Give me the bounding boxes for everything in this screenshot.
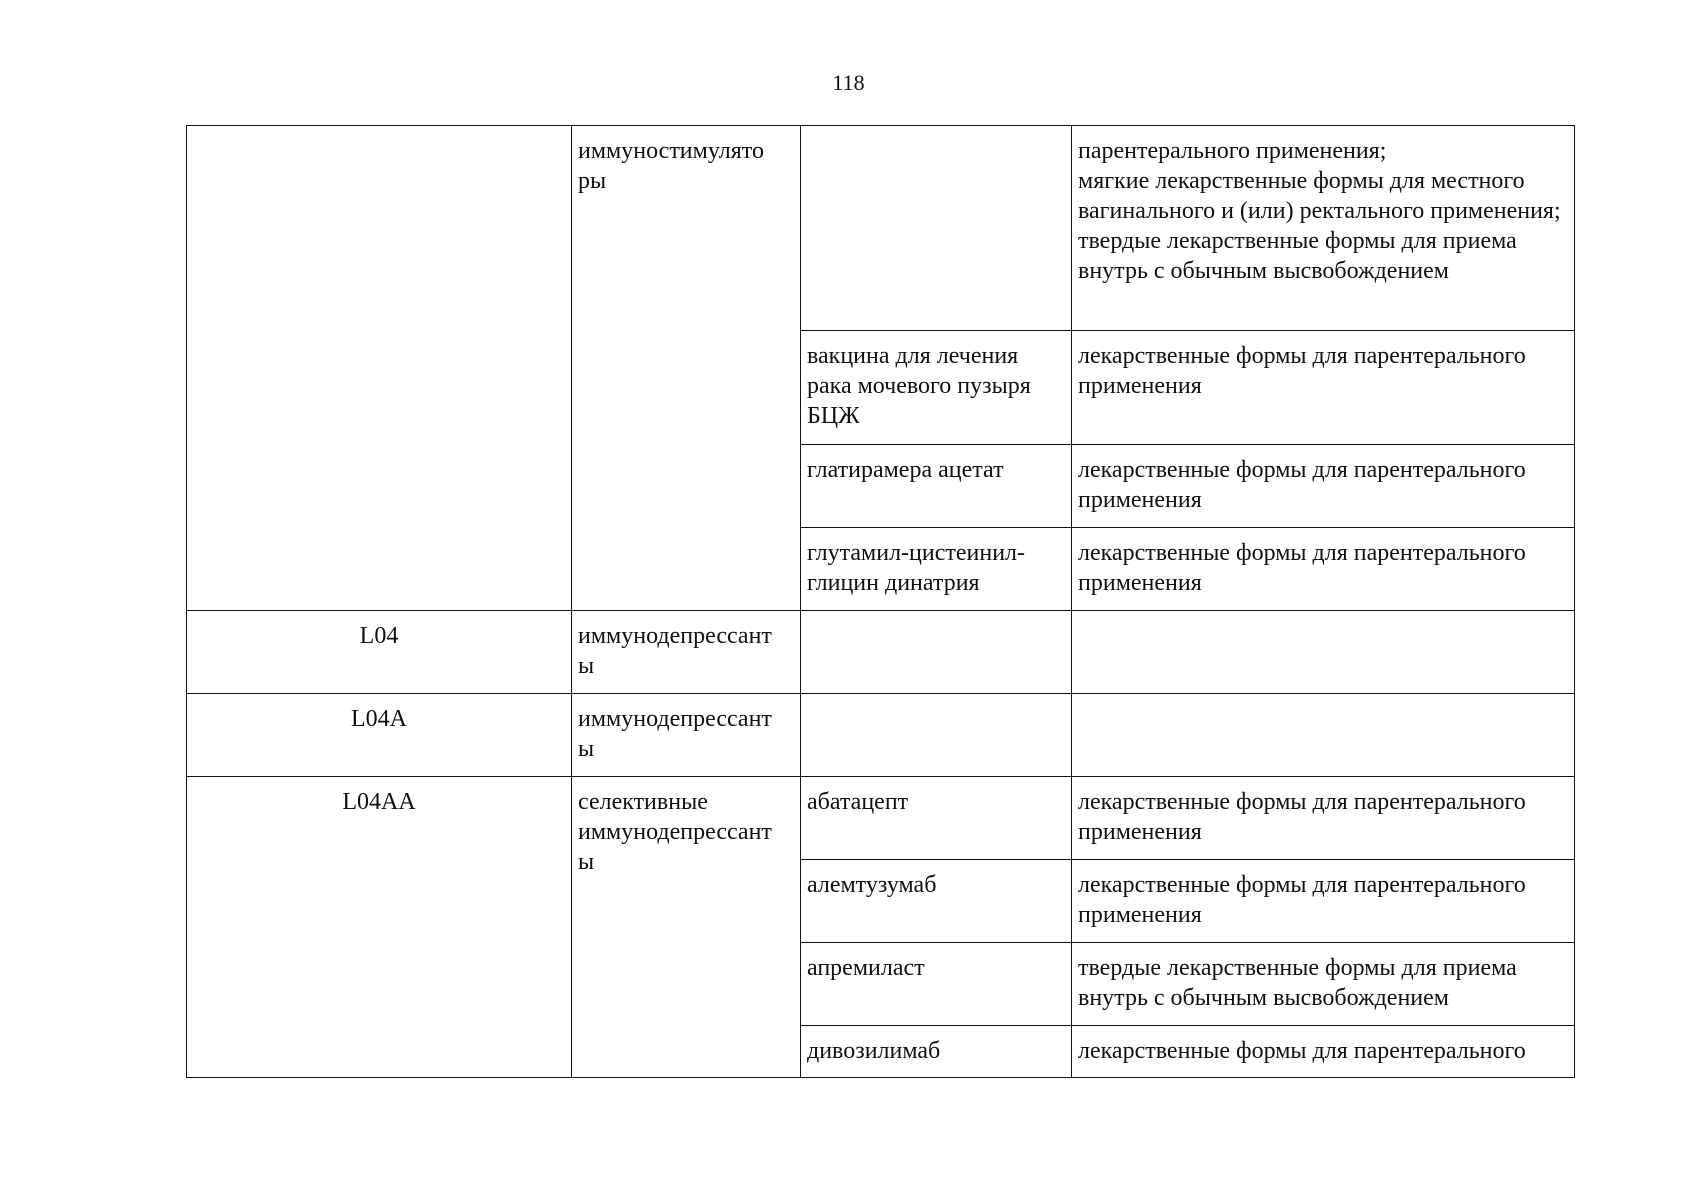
table-row: [187, 611, 1575, 694]
drug-name-cell: абатацепт: [801, 777, 1072, 860]
drug-name-cell: [801, 126, 1072, 331]
table-row: [187, 126, 1575, 331]
atc-code-cell: L04AA: [187, 777, 572, 1078]
table-row: [187, 777, 1575, 860]
drug-name-cell: глатирамера ацетат: [801, 445, 1072, 528]
drug-name-cell: глутамил-цистеинил- глицин динатрия: [801, 528, 1072, 611]
dosage-form-cell: лекарственные формы для парентерального применения: [1072, 445, 1575, 528]
drug-name-cell: апремиласт: [801, 943, 1072, 1026]
drug-name-cell: вакцина для лечения рака мочевого пузыря БЦЖ: [801, 331, 1072, 445]
dosage-form-cell: лекарственные формы для парентерального: [1072, 1026, 1575, 1078]
drug-group-cell: иммуностимулято ры: [572, 126, 801, 611]
dosage-form-cell: лекарственные формы для парентерального применения: [1072, 860, 1575, 943]
dosage-form-cell: [1072, 611, 1575, 694]
dosage-form-cell: лекарственные формы для парентерального применения: [1072, 331, 1575, 445]
drug-name-cell: алемтузумаб: [801, 860, 1072, 943]
dosage-form-cell: твердые лекарственные формы для приема внутрь с обычным высвобождением: [1072, 943, 1575, 1026]
drug-name-cell: дивозилимаб: [801, 1026, 1072, 1078]
drug-group-cell: иммунодепрессант ы: [572, 611, 801, 694]
drug-group-cell: иммунодепрессант ы: [572, 694, 801, 777]
drug-table: [186, 125, 1575, 1078]
dosage-form-line: мягкие лекарственные формы для местного вагинального и (или) ректального применения;: [1078, 168, 1561, 224]
page-number: 118: [832, 70, 865, 95]
drug-name-cell: [801, 694, 1072, 777]
dosage-form-line: твердые лекарственные формы для приема внутрь с обычным высвобождением: [1078, 228, 1517, 284]
dosage-form-cell: лекарственные формы для парентерального применения: [1072, 528, 1575, 611]
drug-group-cell: селективные иммунодепрессант ы: [572, 777, 801, 1078]
dosage-form-line: парентерального применения;: [1078, 138, 1387, 164]
atc-code-cell: L04A: [187, 694, 572, 777]
atc-code-cell: L04: [187, 611, 572, 694]
atc-code-cell: [187, 126, 572, 611]
drug-name-cell: [801, 611, 1072, 694]
table-row: [187, 694, 1575, 777]
dosage-form-cell: лекарственные формы для парентерального применения: [1072, 777, 1575, 860]
dosage-form-cell: [1072, 694, 1575, 777]
dosage-form-cell: [1072, 126, 1575, 331]
